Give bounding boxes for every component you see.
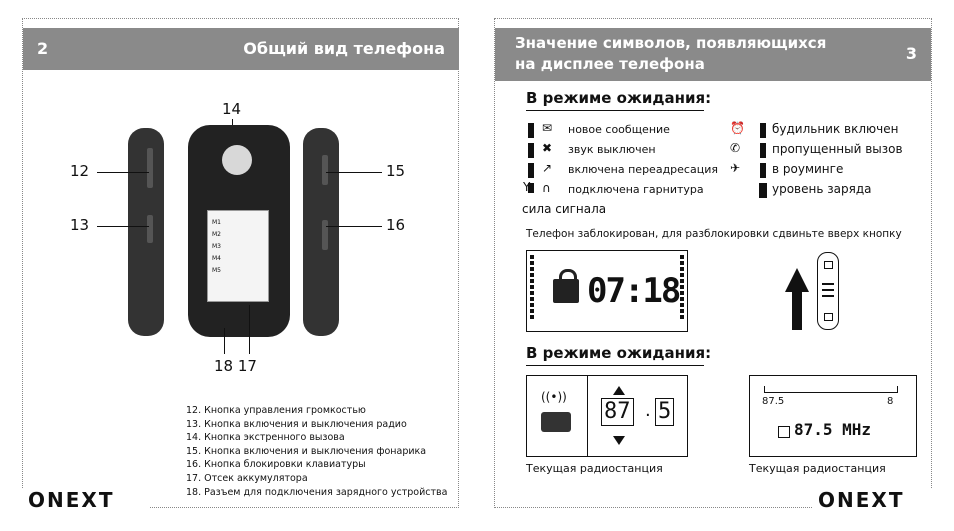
freq-scale-tick	[764, 386, 765, 393]
callout-13: 13	[70, 216, 90, 234]
tune-up-icon	[613, 386, 625, 395]
right-page-header	[495, 28, 931, 81]
legend-item: 13. Кнопка включения и выключения радио	[186, 418, 407, 430]
callout-18-line	[224, 328, 225, 354]
status-bar	[760, 163, 766, 178]
radio-waves-icon: ((•))	[541, 390, 567, 404]
page-number-right: 3	[905, 44, 917, 63]
signal-strength-label: сила сигнала	[522, 202, 607, 216]
missed-call-icon: ✆	[730, 141, 741, 155]
alarm-icon: ⏰	[730, 121, 745, 135]
radio-freq-decimal: 5	[655, 398, 674, 426]
freq-scale-line	[764, 392, 898, 393]
lock-instruction: Телефон заблокирован, для разблокировки сдвиньте вверх кнопку	[526, 228, 902, 240]
callout-15: 15	[386, 162, 406, 180]
lock-slider	[817, 252, 839, 330]
memory-label-m5: M5	[212, 267, 221, 274]
memory-label-m4: M4	[212, 255, 221, 262]
legend-item: 15. Кнопка включения и выключения фонарика	[186, 445, 427, 457]
callout-12: 12	[70, 162, 90, 180]
symbol-battery: уровень заряда	[772, 182, 872, 196]
memory-label-m3: M3	[212, 243, 221, 250]
legend-list	[186, 404, 447, 499]
status-bar	[760, 123, 766, 138]
section-standby-1: В режиме ожидания:	[526, 89, 712, 107]
radio-screen-1	[526, 375, 688, 457]
tune-down-icon	[613, 436, 625, 445]
callout-16: 16	[386, 216, 406, 234]
memory-label-m1: M1	[212, 219, 221, 226]
headset-icon: ∩	[542, 181, 551, 195]
signal-bar	[528, 123, 534, 138]
mute-icon: ✖	[542, 141, 553, 155]
legend-item: 18. Разъем для подключения зарядного устройства	[186, 486, 448, 498]
caption-current-station-1: Текущая радиостанция	[526, 462, 663, 475]
flashlight-button	[322, 155, 328, 185]
symbol-missed-call: пропущенный вызов	[772, 142, 903, 156]
brand-logo-left: ONEXT	[28, 488, 115, 512]
freq-scale-tick	[897, 386, 898, 393]
unlock-icon	[824, 261, 833, 269]
emergency-button	[222, 145, 252, 175]
caption-current-station-2: Текущая радиостанция	[749, 462, 886, 475]
signal-bar	[528, 163, 534, 178]
signal-bar	[528, 143, 534, 158]
right-page-title-line1: Значение символов, появляющихся	[515, 34, 827, 52]
memory-label-card	[207, 210, 269, 302]
callout-13-line	[97, 226, 149, 227]
memory-label-m2: M2	[212, 231, 221, 238]
right-page-title-line2: на дисплее телефона	[515, 55, 705, 73]
symbol-forwarding: включена переадресация	[568, 163, 718, 176]
station-icon	[778, 426, 790, 438]
callout-12-line	[97, 172, 149, 173]
status-bar	[760, 143, 766, 158]
lock-small-icon	[824, 313, 833, 321]
freq-scale-right: 8	[887, 396, 894, 407]
locked-screen	[526, 250, 688, 332]
section-underline-2	[526, 365, 704, 366]
section-underline-1	[526, 110, 704, 111]
slider-grip	[822, 289, 834, 291]
legend-item: 14. Кнопка экстренного вызова	[186, 432, 345, 444]
lock-button	[322, 220, 328, 250]
radio-screen-2	[749, 375, 917, 457]
symbol-alarm: будильник включен	[772, 122, 899, 136]
battery-scale	[680, 255, 684, 321]
brand-logo-right: ONEXT	[818, 488, 905, 512]
symbol-sound-off: звук выключен	[568, 143, 656, 156]
lock-shackle	[559, 269, 577, 284]
callout-17-line	[249, 305, 250, 354]
symbol-roaming: в роуминге	[772, 162, 844, 176]
callout-16-line	[326, 226, 382, 227]
radio-freq-dot: .	[645, 400, 651, 421]
symbol-headset: подключена гарнитура	[568, 183, 704, 196]
symbol-new-message: новое сообщение	[568, 123, 670, 136]
phone-right-side	[303, 128, 339, 336]
freq-scale-left: 87.5	[762, 396, 785, 407]
slider-grip	[822, 295, 834, 297]
forward-icon: ↗	[542, 161, 553, 175]
arrow-shaft	[792, 290, 802, 330]
phone-left-side	[128, 128, 164, 336]
legend-item: 12. Кнопка управления громкостью	[186, 405, 366, 416]
volume-button	[147, 148, 153, 188]
antenna-icon: Y	[523, 180, 531, 194]
page-number-left: 2	[37, 39, 49, 58]
left-page-header	[23, 28, 459, 70]
lock-time: 07:18	[587, 271, 680, 311]
radio-screen-divider	[587, 376, 588, 456]
callout-14: 14	[222, 100, 242, 118]
battery-icon	[759, 183, 767, 198]
callout-18-17: 18 17	[214, 357, 257, 375]
radio-freq-main: 87	[601, 398, 634, 426]
radio-frequency: 87.5 MHz	[794, 420, 872, 439]
legend-item: 16. Кнопка блокировки клавиатуры	[186, 459, 366, 471]
signal-scale	[530, 255, 534, 321]
left-page-title: Общий вид телефона	[243, 39, 445, 58]
up-arrow-icon	[785, 268, 809, 292]
callout-15-line	[326, 172, 382, 173]
section-standby-2: В режиме ожидания:	[526, 344, 712, 362]
envelope-icon: ✉	[542, 121, 553, 135]
slider-grip	[822, 283, 834, 285]
roaming-icon: ✈	[730, 161, 741, 175]
legend-item: 17. Отсек аккумулятора	[186, 472, 308, 484]
radio-button	[147, 215, 153, 243]
memory-labels	[212, 217, 221, 277]
radio-icon	[541, 412, 571, 432]
